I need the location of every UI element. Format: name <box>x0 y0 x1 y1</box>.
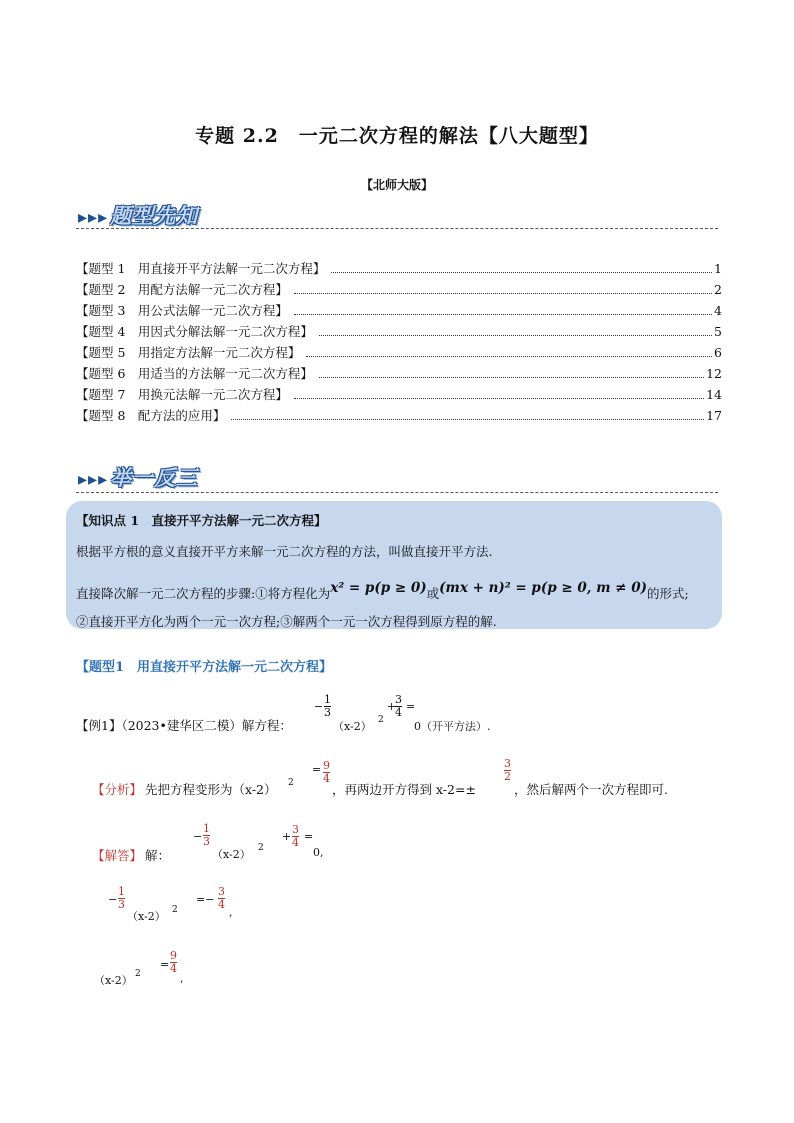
toc-page-number: 5 <box>714 324 722 339</box>
knowledge-title: 【知识点 1 直接开平方法解一元二次方程】 <box>76 513 327 528</box>
toc-page-number: 12 <box>706 366 722 381</box>
toc-leader-dots <box>319 335 712 336</box>
toc-entry[interactable] <box>76 406 722 426</box>
toc-entry[interactable] <box>76 322 722 342</box>
minus-sign: − <box>108 893 118 906</box>
fraction-3-4 <box>292 824 299 849</box>
plus-sign: + <box>282 830 292 843</box>
page-title: 专题 2.2 一元二次方程的解法【八大题型】 <box>195 125 599 147</box>
paren-term: （x-2） <box>127 910 166 923</box>
analysis-text-c: ，然后解两个一次方程即可. <box>514 782 668 797</box>
exponent: 2 <box>135 969 141 979</box>
toc-entry[interactable] <box>76 385 722 405</box>
exponent: 2 <box>378 715 384 725</box>
knowledge-line-2 <box>76 580 689 602</box>
toc-page-number: 2 <box>714 282 722 297</box>
analysis-text-a: 先把方程变形为（x-2） <box>145 782 277 797</box>
answer-jie: 解： <box>145 848 171 863</box>
numerator: 3 <box>292 823 299 836</box>
numerator: 3 <box>395 693 402 706</box>
fraction-3-4 <box>395 694 402 719</box>
banner-examples <box>78 462 198 492</box>
toc-entry-label: 【题型 7 用换元法解一元二次方程】 <box>76 387 288 402</box>
fraction-9-4 <box>170 950 177 975</box>
example-tail: 0（开平方法）. <box>414 720 491 733</box>
toc-leader-dots <box>331 272 712 273</box>
section-heading: 【题型1 用直接开平方法解一元二次方程】 <box>76 660 333 675</box>
fraction-3-2 <box>504 758 511 783</box>
comma: , <box>180 972 184 985</box>
numerator: 9 <box>323 759 330 772</box>
zero: 0, <box>313 846 324 859</box>
numerator: 1 <box>118 885 125 898</box>
toc-leader-dots <box>294 398 704 399</box>
toc-entry-label: 【题型 1 用直接开平方法解一元二次方程】 <box>76 261 326 276</box>
toc-page-number: 1 <box>714 261 722 276</box>
minus-sign: − <box>314 700 324 713</box>
toc-page-number: 14 <box>706 387 722 402</box>
toc-entry-label: 【题型 2 用配方法解一元二次方程】 <box>76 282 288 297</box>
text: 直接降次解一元二次方程的步骤:①将方程化为 <box>76 586 331 601</box>
knowledge-line-3: ②直接开平方化为两个一元一次方程;③解两个一元一次方程得到原方程的解. <box>76 614 497 629</box>
exponent: 2 <box>172 905 178 915</box>
example-label: 【例1】（2023•建华区二模）解方程： <box>76 718 292 733</box>
equals-sign: = <box>160 958 170 971</box>
knowledge-line-1: 根据平方根的意义直接开平方来解一元二次方程的方法，叫做直接开平方法. <box>76 544 493 559</box>
fraction-3-4 <box>218 886 225 911</box>
toc-entry[interactable] <box>76 364 722 384</box>
banner-topic-preview <box>78 200 198 230</box>
answer-label: 【解答】 <box>92 848 143 863</box>
denominator: 4 <box>395 706 402 719</box>
numerator: 3 <box>504 757 511 770</box>
toc-entry-label: 【题型 5 用指定方法解一元二次方程】 <box>76 345 301 360</box>
numerator: 1 <box>203 822 210 835</box>
edition-label: 【北师大版】 <box>360 178 433 192</box>
toc-entry[interactable] <box>76 301 722 321</box>
toc-leader-dots <box>294 293 712 294</box>
minus-sign: − <box>193 830 203 843</box>
equals-sign: = <box>406 700 416 713</box>
fraction-9-4 <box>323 760 330 785</box>
paren-term: （x-2） <box>333 720 372 733</box>
denominator: 3 <box>203 835 210 848</box>
toc-leader-dots <box>294 314 712 315</box>
banner-text: 举一反三 <box>110 466 199 490</box>
numerator: 3 <box>218 885 225 898</box>
denominator: 3 <box>118 898 125 911</box>
denominator: 4 <box>323 772 330 785</box>
toc-page-number: 4 <box>714 303 722 318</box>
equation-2: (mx + n)² = p(p ≥ 0, m ≠ 0) <box>439 580 647 596</box>
toc-entry-label: 【题型 8 配方法的应用】 <box>76 408 226 423</box>
denominator: 3 <box>324 706 331 719</box>
paren-term: （x-2） <box>94 974 133 987</box>
equals-sign: = <box>304 830 314 843</box>
exponent: 2 <box>258 843 264 853</box>
equals-sign: = <box>312 763 322 776</box>
fraction-1-3 <box>118 886 125 911</box>
equals-minus: =− <box>196 893 215 906</box>
denominator: 2 <box>504 770 511 783</box>
toc-entry-label: 【题型 3 用公式法解一元二次方程】 <box>76 303 288 318</box>
toc-entry-label: 【题型 6 用适当的方法解一元二次方程】 <box>76 366 313 381</box>
divider <box>76 492 718 493</box>
comma: , <box>229 906 233 919</box>
toc-entry[interactable] <box>76 343 722 363</box>
divider <box>76 228 718 229</box>
toc-entry[interactable] <box>76 280 722 300</box>
toc-leader-dots <box>319 377 704 378</box>
denominator: 4 <box>218 898 225 911</box>
plus-sign: + <box>387 700 397 713</box>
denominator: 4 <box>170 962 177 975</box>
toc-entry-label: 【题型 4 用因式分解法解一元二次方程】 <box>76 324 313 339</box>
equation-1: x² = p(p ≥ 0) <box>330 580 427 596</box>
exponent: 2 <box>288 778 294 788</box>
arrows-icon: ▸▸▸ <box>78 207 109 228</box>
numerator: 1 <box>324 693 331 706</box>
toc-page-number: 6 <box>714 345 722 360</box>
toc-entry[interactable] <box>76 259 722 279</box>
toc-leader-dots <box>306 356 712 357</box>
toc-page-number: 17 <box>706 408 722 423</box>
toc-leader-dots <box>231 419 704 420</box>
text: 的形式; <box>646 586 689 601</box>
fraction-1-3 <box>324 694 331 719</box>
text: 或 <box>426 586 440 601</box>
denominator: 4 <box>292 836 299 849</box>
analysis-text-b: ，再两边开方得到 x-2=± <box>332 782 476 797</box>
paren-term: （x-2） <box>212 848 251 861</box>
arrows-icon: ▸▸▸ <box>78 469 109 490</box>
banner-text: 题型先知 <box>110 204 199 228</box>
numerator: 9 <box>170 949 177 962</box>
analysis-label: 【分析】 <box>92 782 143 797</box>
fraction-1-3 <box>203 823 210 848</box>
